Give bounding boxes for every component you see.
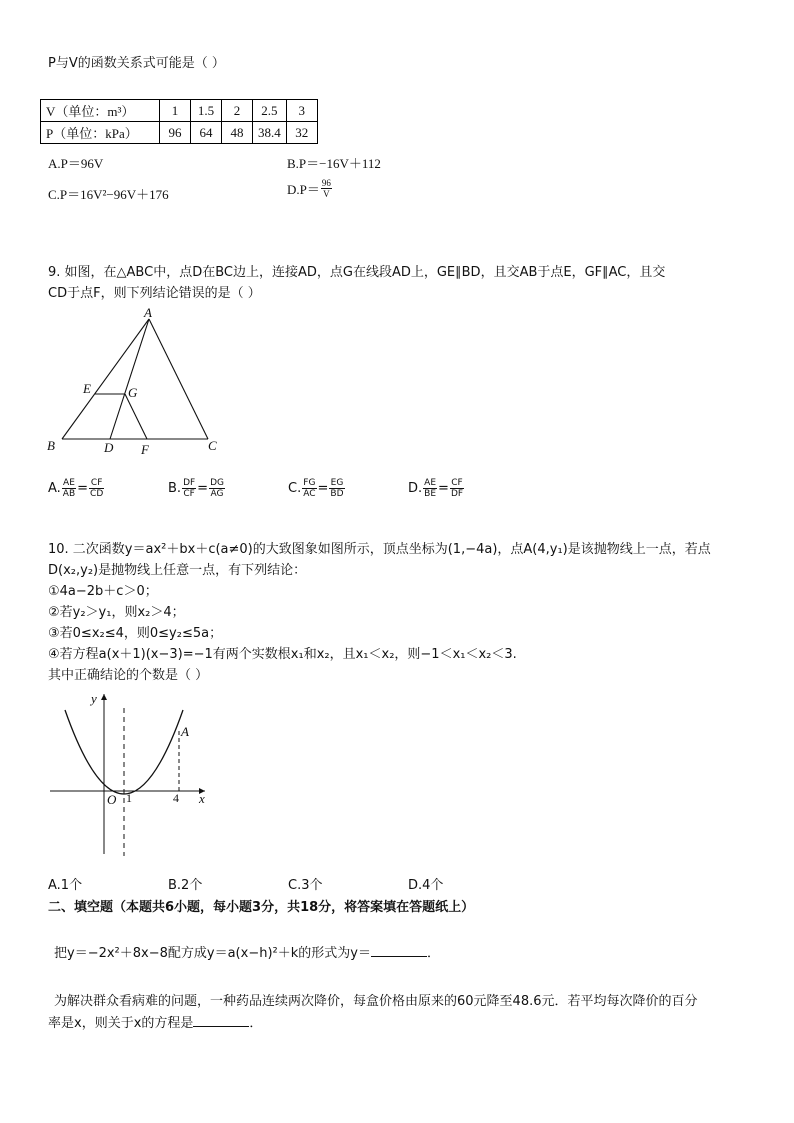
fraction: [321, 178, 332, 199]
label-origin: O: [107, 792, 117, 807]
q10-conclusion-1: ①4a−2b＋c＞0；: [48, 584, 158, 599]
q10-option-c[interactable]: C.3个: [288, 878, 323, 893]
label-y: y: [91, 691, 97, 706]
fraction: [209, 478, 225, 499]
q9-option-d[interactable]: [408, 478, 465, 499]
q8-stem: P与V的函数关系式可能是（ ）: [48, 56, 225, 71]
q10-conclusion-4: ④若方程a(x＋1)(x−3)=−1有两个实数根x₁和x₂，且x₁＜x₂，则−1＜x₁＜x₂＜3.: [48, 647, 517, 662]
q9-option-a[interactable]: [48, 478, 105, 499]
numerator: DG: [210, 478, 224, 488]
equals-sign: =: [77, 481, 89, 496]
table-cell: 2: [222, 100, 253, 122]
section-heading: 二、填空题（本题共6小题，每小题3分，共18分，将答案填在答题纸上）: [48, 900, 475, 915]
q8-option-a[interactable]: A.P＝96V: [48, 156, 104, 171]
q12-line1: 为解决群众看病难的问题，一种药品连续两次降价，每盒价格由原来的60元降至48.6元．若平均每次降价的百分: [54, 994, 698, 1009]
data-table: [40, 99, 318, 144]
denominator: DF: [450, 489, 464, 499]
q10-option-d[interactable]: D.4个: [408, 878, 444, 893]
table-cell: 96: [160, 122, 191, 144]
q10-conclusion-2: ②若y₂＞y₁，则x₂＞4；: [48, 605, 185, 620]
q8-option-d[interactable]: [287, 178, 333, 199]
fraction: [302, 478, 316, 499]
segment-gf: [125, 394, 147, 439]
q10-question: 其中正确结论的个数是（ ）: [48, 668, 209, 683]
q9-stem-line2: CD于点F，则下列结论错误的是（ ）: [48, 286, 261, 301]
q9-option-b[interactable]: [168, 478, 226, 499]
table-row: [41, 122, 318, 144]
table-cell: 3: [286, 100, 317, 122]
label-e: E: [83, 381, 91, 396]
period: ．: [249, 1016, 263, 1031]
table-cell: 48: [222, 122, 253, 144]
label-f: F: [141, 442, 149, 457]
equals-sign: =: [317, 481, 329, 496]
q10-conclusion-3: ③若0≤x₂≤4，则0≤y₂≤5a；: [48, 626, 223, 641]
period: ．: [426, 946, 440, 961]
fraction: [329, 478, 344, 499]
segment-ad: [110, 319, 149, 439]
q11-stem: 把y＝−2x²＋8x−8配方成y＝a(x−h)²＋k的形式为y＝: [54, 946, 371, 961]
option-prefix: C.: [288, 481, 302, 496]
q8-option-b[interactable]: B.P＝−16V＋112: [287, 156, 381, 171]
numerator: CF: [90, 478, 103, 488]
denominator: AB: [62, 489, 76, 499]
table-cell: 38.4: [253, 122, 287, 144]
q9-stem-line1: 9. 如图，在△ABC中，点D在BC边上，连接AD，点G在线段AD上，GE∥BD，且交AB于点E，GF∥AC，且交: [48, 265, 666, 280]
q9-option-c[interactable]: [288, 478, 346, 499]
label-a: A: [144, 305, 152, 320]
denominator: CD: [90, 489, 104, 499]
table-row: [41, 100, 318, 122]
label-b: B: [47, 438, 55, 453]
denominator: BE: [424, 489, 437, 499]
q10-option-a[interactable]: A.1个: [48, 878, 83, 893]
equals-sign: =: [438, 481, 449, 496]
numerator: EG: [330, 478, 344, 488]
equals-sign: =: [197, 481, 209, 496]
denominator: CF: [183, 489, 195, 499]
denominator: V: [323, 189, 330, 199]
q10-stem-line1: 10. 二次函数y＝ax²＋bx＋c(a≠0)的大致图象如图所示，顶点坐标为(1,−4a)，点A(4,y₁)是该抛物线上一点，若点: [48, 542, 711, 557]
table-cell: 32: [286, 122, 317, 144]
label-tick-4: 4: [173, 791, 179, 805]
answer-blank[interactable]: [193, 1014, 249, 1027]
denominator: BD: [330, 489, 344, 499]
option-prefix: B.: [168, 481, 182, 496]
q12-line2: [48, 1012, 262, 1031]
option-prefix: D.P＝: [287, 182, 320, 197]
label-point-a: A: [181, 724, 189, 739]
fraction: [89, 478, 104, 499]
triangle-figure: [40, 300, 240, 460]
option-prefix: A.: [48, 481, 61, 496]
label-c: C: [208, 438, 217, 453]
parabola-figure: [45, 688, 220, 860]
q12-stem: 率是x，则关于x的方程是: [48, 1016, 194, 1031]
q11-text: [54, 942, 440, 961]
q10-stem-line2: D(x₂,y₂)是抛物线上任意一点，有下列结论：: [48, 563, 307, 578]
label-x: x: [199, 791, 205, 806]
table-cell: 1.5: [191, 100, 222, 122]
segment-ab: [62, 319, 149, 439]
q8-option-c[interactable]: C.P＝16V²−96V＋176: [48, 187, 169, 202]
table-cell: 2.5: [253, 100, 287, 122]
option-prefix: D.: [408, 481, 423, 496]
numerator: FG: [303, 478, 316, 488]
fraction: [182, 478, 196, 499]
q10-option-b[interactable]: B.2个: [168, 878, 203, 893]
table-header-p: P（单位：kPa）: [41, 122, 160, 144]
fraction: [423, 478, 437, 499]
fraction: [450, 478, 464, 499]
label-tick-1: 1: [126, 791, 132, 805]
segment-ac: [149, 319, 208, 439]
numerator: AE: [424, 478, 437, 488]
denominator: AG: [210, 489, 224, 499]
fraction: [62, 478, 76, 499]
label-g: G: [128, 385, 138, 400]
numerator: CF: [451, 478, 463, 488]
table-header-v: V（单位：m³）: [41, 100, 160, 122]
table-cell: 64: [191, 122, 222, 144]
denominator: AC: [303, 489, 316, 499]
numerator: AE: [63, 478, 75, 488]
answer-blank[interactable]: [371, 944, 427, 957]
numerator: DF: [183, 478, 196, 488]
label-d: D: [104, 440, 114, 455]
table-cell: 1: [160, 100, 191, 122]
numerator: 96: [321, 178, 331, 188]
